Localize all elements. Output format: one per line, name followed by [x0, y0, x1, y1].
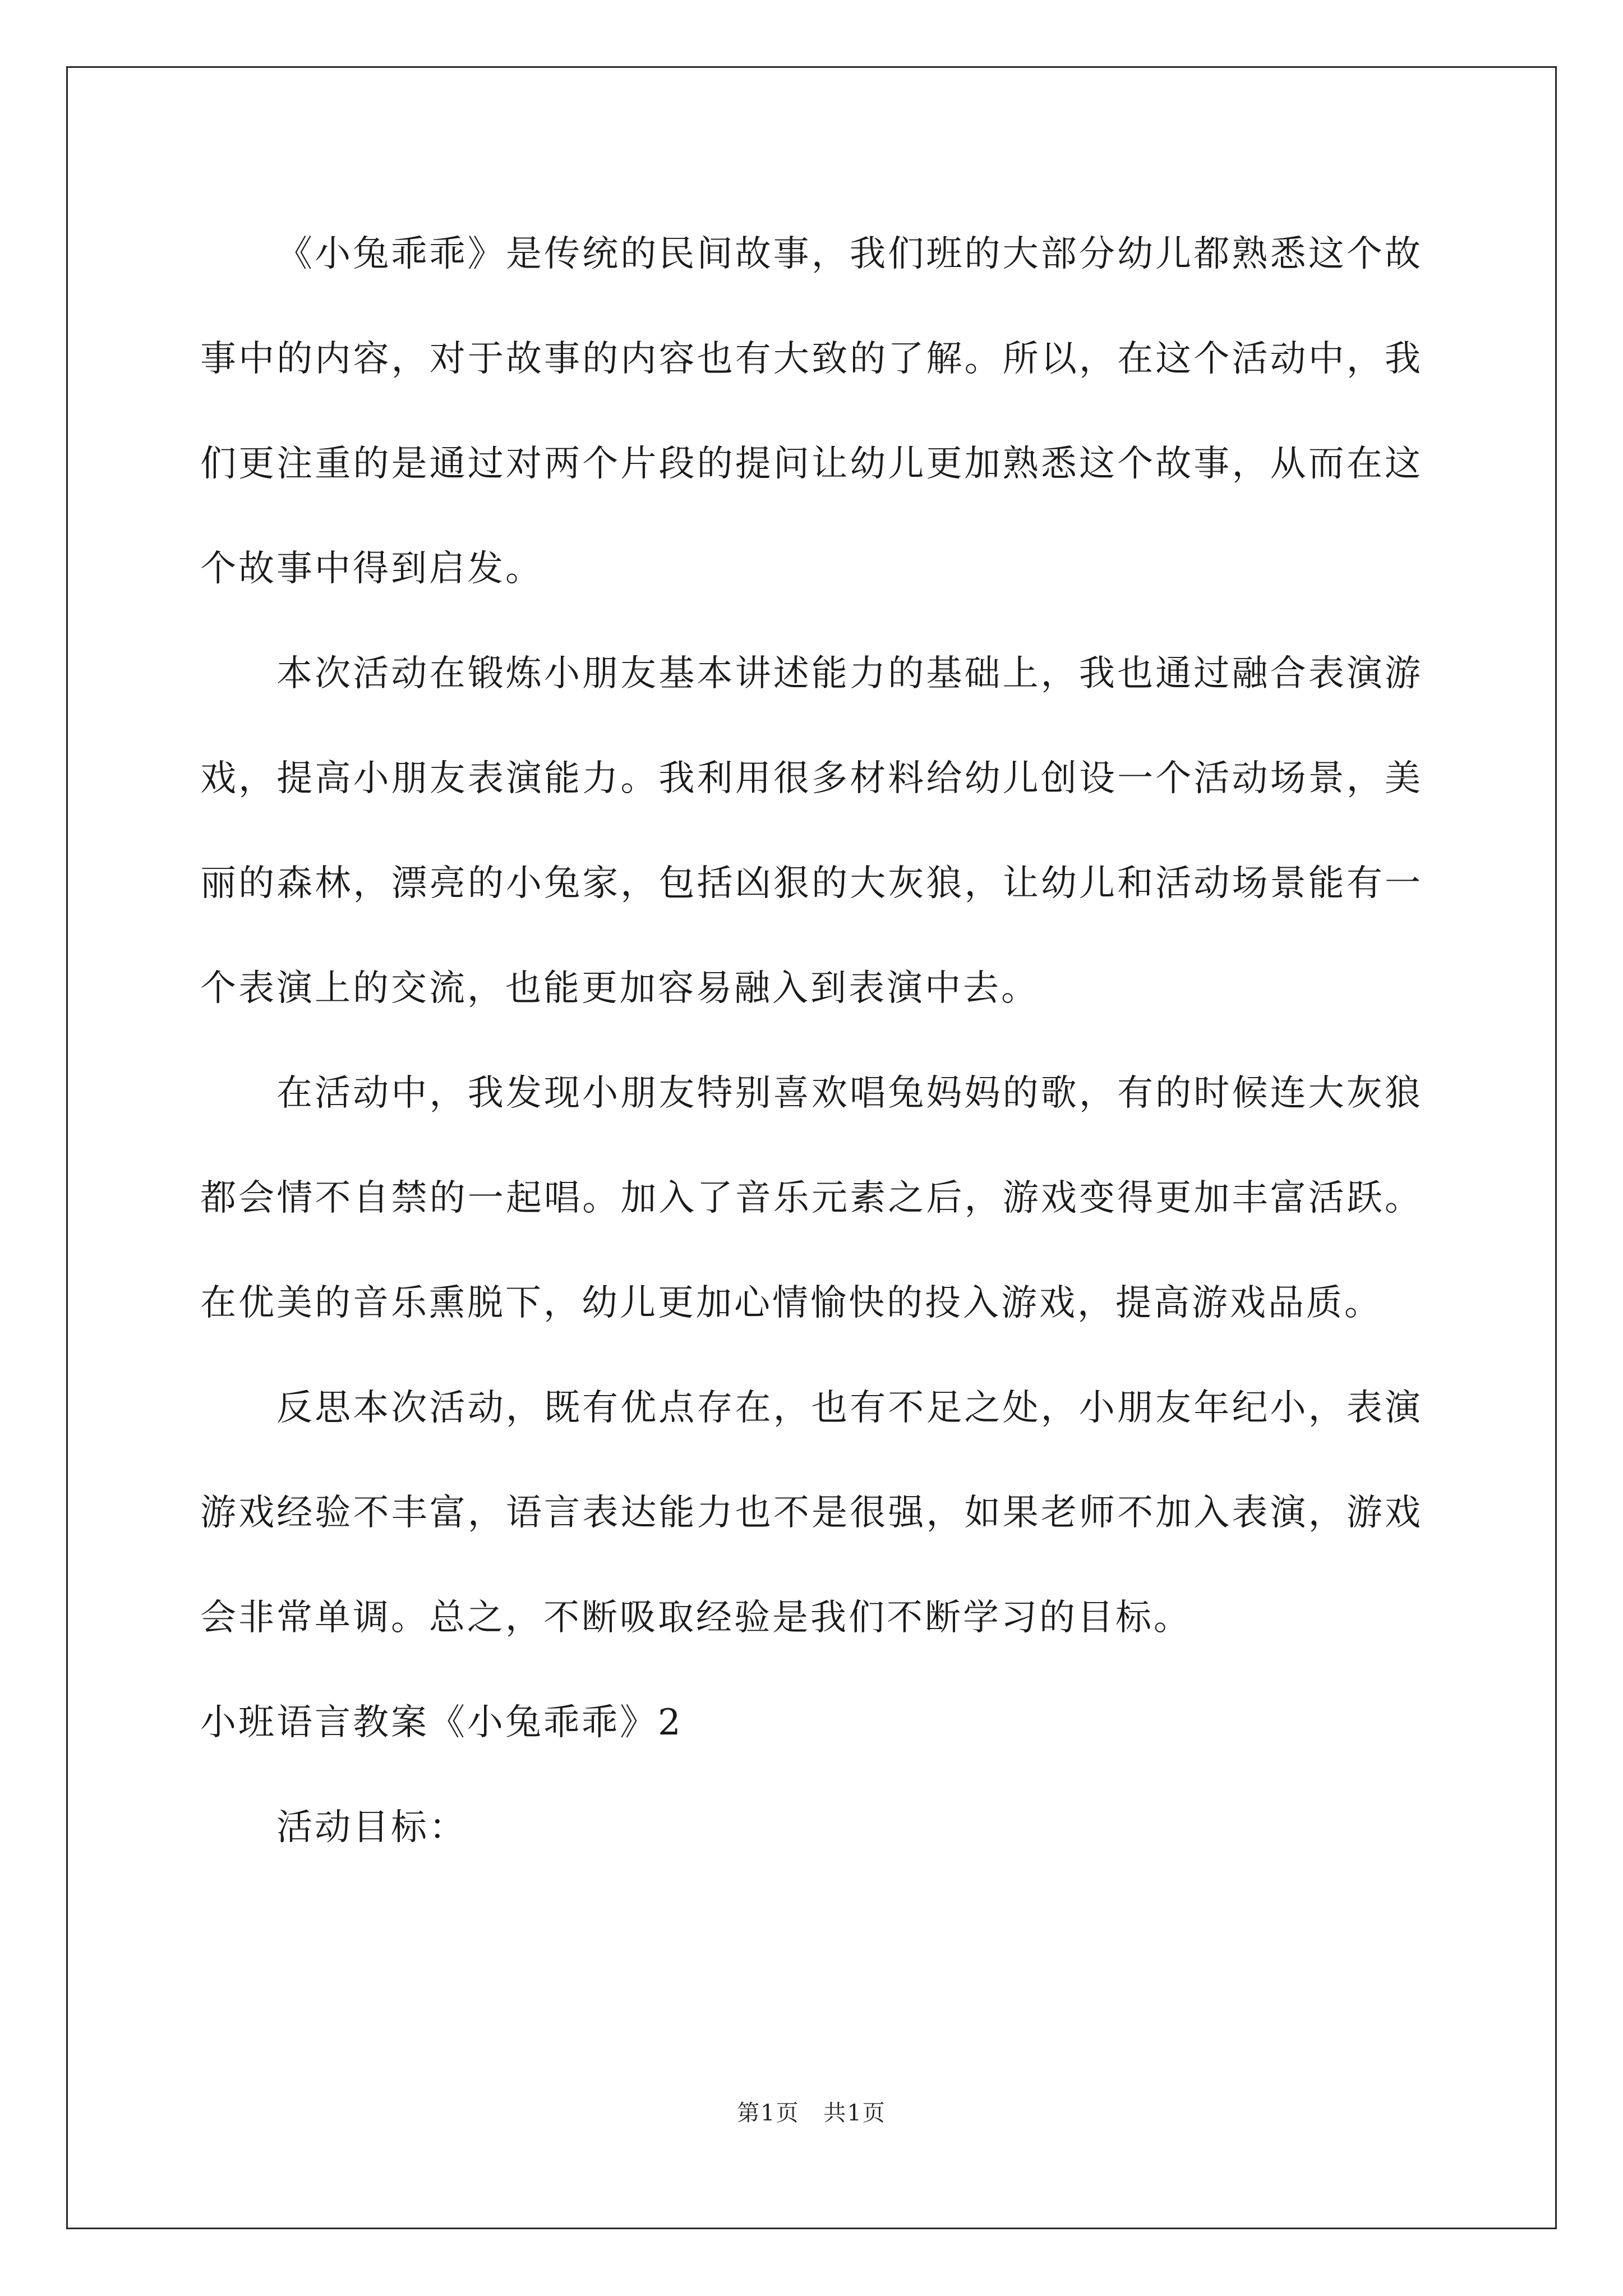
page-footer — [0, 2095, 1623, 2127]
document-body — [200, 202, 1423, 1880]
paragraph-4: 反思本次活动，既有优点存在，也有不足之处，小朋友年纪小，表演游戏经验不丰富，语言表达能力也不是很强，如果老师不加入表演，游戏会非常单调。总之，不断吸取经验是我们不断学习的目标。 — [200, 1387, 1423, 1639]
paragraph-2: 本次活动在锻炼小朋友基本讲述能力的基础上，我也通过融合表演游戏，提高小朋友表演能力。我利用很多材料给幼儿创设一个活动场景，美丽的森林，漂亮的小兔家，包括凶狠的大灰狼，让幼儿和活动场景能有一个表演上的交流，也能更加容易融入到表演中去。 — [200, 653, 1423, 1009]
paragraph-3: 在活动中，我发现小朋友特别喜欢唱兔妈妈的歌，有的时候连大灰狼都会情不自禁的一起唱。加入了音乐元素之后，游戏变得更加丰富活跃。在优美的音乐熏脱下，幼儿更加心情愉快的投入游戏，提高游戏品质。 — [200, 1073, 1423, 1324]
subheading: 活动目标： — [276, 1807, 467, 1848]
paragraph-1: 《小兔乖乖》是传统的民间故事，我们班的大部分幼儿都熟悉这个故事中的内容，对于故事的内容也有大致的了解。所以，在这个活动中，我们更注重的是通过对两个片段的提问让幼儿更加熟悉这个故事，从而在这个故事中得到启发。 — [200, 233, 1423, 590]
page-total: 共1页 — [823, 2100, 886, 2126]
page-number: 第1页 — [737, 2100, 800, 2126]
section-title: 小班语言教案《小兔乖乖》2 — [200, 1702, 683, 1743]
